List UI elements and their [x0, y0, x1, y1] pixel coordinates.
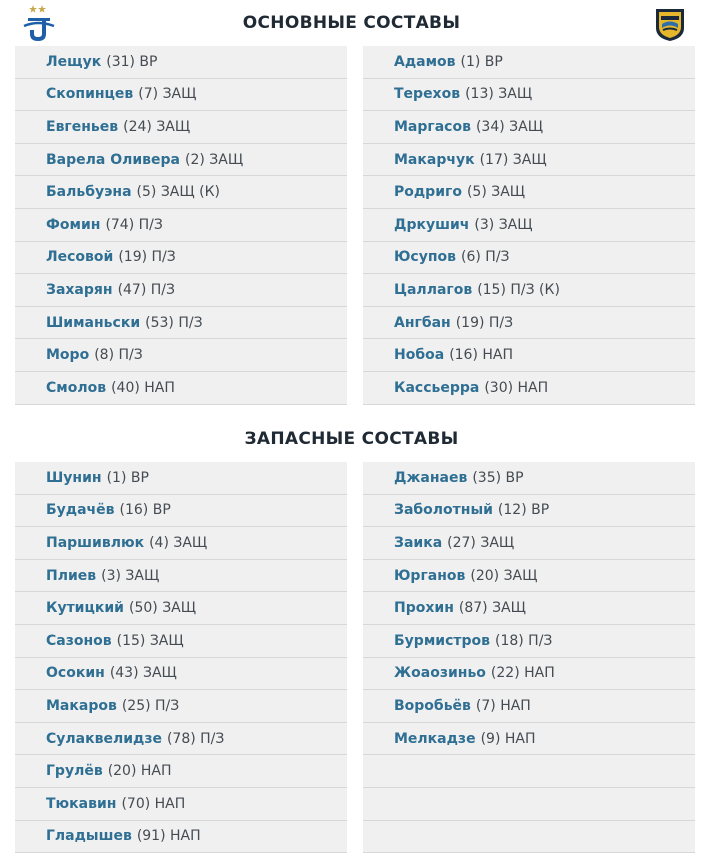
player-info: (30) НАП: [484, 379, 549, 396]
player-row[interactable]: [363, 462, 695, 495]
substitutes-title: ЗАПАСНЫЕ СОСТАВЫ: [244, 429, 459, 449]
player-name[interactable]: Скопинцев: [46, 86, 134, 103]
player-row[interactable]: [363, 372, 695, 405]
player-info: (53) П/З: [145, 314, 203, 331]
empty-row: [363, 821, 695, 854]
player-info: (15) П/З (К): [477, 281, 560, 298]
player-row[interactable]: [363, 527, 695, 560]
player-name[interactable]: Тюкавин: [46, 795, 117, 812]
player-row[interactable]: [15, 625, 347, 658]
player-info: (4) ЗАЩ: [149, 534, 208, 551]
player-info: (70) НАП: [121, 795, 186, 812]
empty-row: [363, 755, 695, 788]
player-name[interactable]: Цаллагов: [394, 281, 473, 298]
player-name[interactable]: Сазонов: [46, 632, 112, 649]
away-subs-list: [363, 462, 695, 853]
player-name[interactable]: Юсупов: [394, 249, 457, 266]
player-info: (12) ВР: [497, 502, 550, 519]
player-info: (5) ЗАЩ (К): [136, 184, 221, 201]
player-name[interactable]: Будачёв: [46, 502, 115, 519]
player-info: (22) НАП: [490, 665, 555, 682]
player-name[interactable]: Моро: [46, 347, 90, 364]
player-info: (27) ЗАЩ: [447, 534, 515, 551]
player-name[interactable]: Прохин: [394, 600, 454, 617]
player-row[interactable]: [363, 209, 695, 242]
player-info: (8) П/З: [94, 347, 143, 364]
player-name[interactable]: Адамов: [394, 53, 456, 70]
player-row[interactable]: [363, 176, 695, 209]
player-row[interactable]: [15, 527, 347, 560]
player-row[interactable]: [363, 274, 695, 307]
player-info: (1) ВР: [106, 469, 149, 486]
player-name[interactable]: Паршивлюк: [46, 534, 145, 551]
player-info: (34) ЗАЩ: [475, 118, 544, 135]
player-info: (31) ВР: [106, 53, 158, 70]
player-info: (78) П/З: [166, 730, 225, 747]
player-info: (74) П/З: [105, 216, 163, 233]
player-name[interactable]: Кутицкий: [46, 600, 124, 617]
player-name[interactable]: Захарян: [46, 281, 113, 298]
player-info: (3) ЗАЩ: [101, 567, 160, 584]
player-name[interactable]: Макаров: [46, 697, 117, 714]
player-row[interactable]: [363, 495, 695, 528]
player-name[interactable]: Бальбуэна: [46, 184, 132, 201]
player-info: (9) НАП: [480, 730, 536, 747]
player-name[interactable]: Гладышев: [46, 828, 132, 845]
player-name[interactable]: Маргасов: [394, 118, 471, 135]
player-name[interactable]: Осокин: [46, 665, 105, 682]
player-info: (16) ВР: [119, 502, 171, 519]
player-info: (24) ЗАЩ: [123, 118, 191, 135]
player-info: (19) П/З: [455, 314, 514, 331]
player-name[interactable]: Заика: [394, 534, 443, 551]
player-info: (25) П/З: [121, 697, 180, 714]
player-info: (15) ЗАЩ: [116, 632, 184, 649]
player-row[interactable]: [15, 821, 347, 854]
player-info: (40) НАП: [111, 379, 175, 396]
player-info: (1) ВР: [460, 53, 503, 70]
player-name[interactable]: Фомин: [46, 216, 101, 233]
player-row[interactable]: [15, 79, 347, 112]
player-name[interactable]: Смолов: [46, 379, 107, 396]
player-name[interactable]: Ангбан: [394, 314, 451, 331]
player-name[interactable]: Воробьёв: [394, 697, 471, 714]
player-name[interactable]: Юрганов: [394, 567, 466, 584]
player-row[interactable]: [15, 111, 347, 144]
player-name[interactable]: Плиев: [46, 567, 97, 584]
player-row[interactable]: [15, 495, 347, 528]
player-row[interactable]: [15, 462, 347, 495]
player-row[interactable]: [15, 176, 347, 209]
player-name[interactable]: Нобоа: [394, 347, 445, 364]
player-info: (87) ЗАЩ: [458, 600, 526, 617]
player-row[interactable]: [363, 307, 695, 340]
player-info: (3) ЗАЩ: [474, 216, 533, 233]
player-name[interactable]: Макарчук: [394, 151, 475, 168]
player-row[interactable]: [15, 592, 347, 625]
player-name[interactable]: Джанаев: [394, 469, 468, 486]
player-row[interactable]: [363, 625, 695, 658]
player-info: (5) ЗАЩ: [466, 184, 526, 201]
player-row[interactable]: [363, 46, 695, 79]
player-row[interactable]: [363, 339, 695, 372]
starting-lineups-title: ОСНОВНЫЕ СОСТАВЫ: [242, 13, 461, 33]
player-info: (7) ЗАЩ: [138, 86, 197, 103]
player-row[interactable]: [15, 560, 347, 593]
player-row[interactable]: [15, 307, 347, 340]
player-row[interactable]: [15, 46, 347, 79]
player-row[interactable]: [363, 723, 695, 756]
home-starting-list: [15, 46, 347, 405]
player-name[interactable]: Мелкадзе: [394, 730, 476, 747]
player-name[interactable]: Варела Оливера: [46, 151, 180, 168]
player-row[interactable]: [15, 788, 347, 821]
home-subs-list: [15, 462, 347, 853]
player-name[interactable]: Дркушич: [394, 216, 470, 233]
player-name[interactable]: Сулаквелидзе: [46, 730, 162, 747]
player-info: (20) ЗАЩ: [470, 567, 538, 584]
player-row[interactable]: [363, 144, 695, 177]
player-name[interactable]: Терехов: [394, 86, 461, 103]
player-row[interactable]: [15, 144, 347, 177]
player-row[interactable]: [363, 690, 695, 723]
player-row[interactable]: [15, 339, 347, 372]
player-row[interactable]: [15, 372, 347, 405]
player-info: (47) П/З: [117, 281, 175, 298]
empty-row: [363, 788, 695, 821]
player-name[interactable]: Заболотный: [394, 502, 493, 519]
player-row[interactable]: [15, 690, 347, 723]
player-info: (43) ЗАЩ: [109, 665, 177, 682]
player-info: (16) НАП: [449, 347, 514, 364]
player-row[interactable]: [363, 111, 695, 144]
player-name[interactable]: Бурмистров: [394, 632, 490, 649]
player-info: (91) НАП: [136, 828, 201, 845]
player-info: (19) П/З: [118, 249, 176, 266]
player-info: (2) ЗАЩ: [185, 151, 244, 168]
player-row[interactable]: [363, 592, 695, 625]
player-row[interactable]: [15, 209, 347, 242]
player-info: (7) НАП: [475, 697, 531, 714]
player-row[interactable]: [363, 560, 695, 593]
player-info: (6) П/З: [461, 249, 510, 266]
away-starting-list: [363, 46, 695, 405]
player-info: (20) НАП: [107, 763, 172, 780]
player-name[interactable]: Лесовой: [46, 249, 114, 266]
player-info: (17) ЗАЩ: [479, 151, 547, 168]
player-name[interactable]: Жоаозиньо: [394, 665, 486, 682]
player-name[interactable]: Кассьерра: [394, 379, 480, 396]
player-row[interactable]: [15, 755, 347, 788]
player-row[interactable]: [363, 658, 695, 691]
player-name[interactable]: Шиманьски: [46, 314, 141, 331]
player-info: (35) ВР: [472, 469, 524, 486]
player-row[interactable]: [15, 274, 347, 307]
player-name[interactable]: Шунин: [46, 469, 102, 486]
player-name[interactable]: Лещук: [46, 53, 102, 70]
player-info: (13) ЗАЩ: [465, 86, 533, 103]
player-info: (50) ЗАЩ: [129, 600, 197, 617]
player-row[interactable]: [363, 79, 695, 112]
player-name[interactable]: Родриго: [394, 184, 462, 201]
player-row[interactable]: [15, 242, 347, 275]
player-name[interactable]: Грулёв: [46, 763, 103, 780]
player-info: (18) П/З: [494, 632, 553, 649]
player-name[interactable]: Евгеньев: [46, 118, 119, 135]
player-row[interactable]: [15, 723, 347, 756]
player-row[interactable]: [363, 242, 695, 275]
sochi-logo-icon: [652, 6, 688, 42]
player-row[interactable]: [15, 658, 347, 691]
